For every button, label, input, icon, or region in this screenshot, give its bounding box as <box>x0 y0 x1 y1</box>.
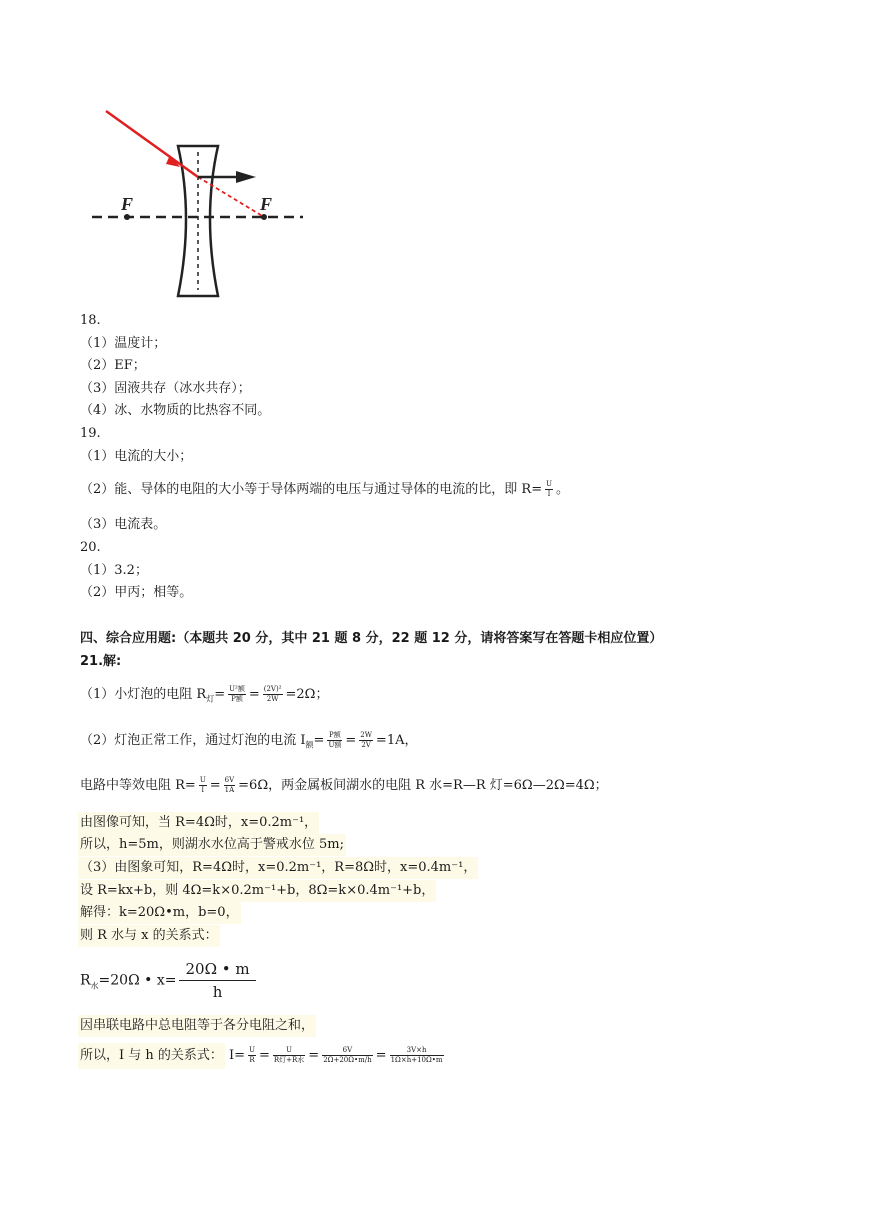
concave-lens-diagram <box>78 100 318 305</box>
q21-hl-line-2: 所以，h=5m，则湖水水位高于警戒水位 5m; <box>78 834 346 856</box>
formula-6v-over-1a: $\frac{6V}{1A}$ <box>224 776 235 794</box>
focus-point-left <box>124 214 130 220</box>
q19-line-3: （3）电流表。 <box>80 517 167 532</box>
focus-left-label: F <box>121 194 134 214</box>
formula-u-over-r: $\frac{U}{R}$ <box>249 1046 255 1064</box>
q19-line-1: （1）电流的大小； <box>80 449 193 464</box>
q19-line-2: （2）能、导体的电阻的大小等于导体两端的电压与通过导体的电流的比，即 R= $\frac{U}{I}$ 。 <box>80 480 570 498</box>
q21-series-line: 因串联电路中总电阻等于各分电阻之和， <box>78 1015 316 1037</box>
focus-right-label: F <box>260 194 273 214</box>
formula-20-over-h: $\frac{20\Omega • m}{h}$ <box>179 958 255 1003</box>
q21-step-3: 电路中等效电阻 R= $\frac{U}{I}$ = $\frac{6V}{1A}$ =6Ω，两金属板间湖水的电阻 R 水=R—R 灯=6Ω—2Ω=4Ω； <box>80 776 608 794</box>
formula-u-over-i: $\frac{U}{I}$ <box>546 480 552 498</box>
formula-u2-over-p: $\frac{\text{U²额}}{\text{P额}}$ <box>229 685 245 703</box>
refracted-ray-arrow-icon <box>236 171 256 183</box>
q21-hl-line-5: 解得：k=20Ω•m，b=0， <box>78 902 241 924</box>
q21-hl-line-4: 设 R=kx+b，则 4Ω=k×0.2m⁻¹+b，8Ω=k×0.4m⁻¹+b， <box>78 880 436 902</box>
q20-number: 20. <box>80 540 101 555</box>
extension-line <box>198 177 264 217</box>
formula-p-over-u: $\frac{\text{P额}}{\text{U额}}$ <box>328 731 342 749</box>
q20-line-1: （1）3.2； <box>80 563 148 578</box>
formula-2w-over-2v: $\frac{2W}{2V}$ <box>360 731 372 749</box>
q19-number: 19. <box>80 426 101 441</box>
q19-line-2-text: （2）能、导体的电阻的大小等于导体两端的电压与通过导体的电流的比，即 R= <box>80 482 543 497</box>
q21-relation-formula: $R_水=20\Omega$ • x= $\frac{20\Omega • m}{h}$ <box>80 958 256 1003</box>
q18-line-4: （4）冰、水物质的比热容不同。 <box>80 403 271 418</box>
q21-hl-line-3: （3）由图象可知，R=4Ω时，x=0.2m⁻¹，R=8Ω时，x=0.4m⁻¹， <box>78 857 478 879</box>
q18-line-1: （1）温度计； <box>80 336 167 351</box>
formula-u-over-rsum: $\frac{U}{\text{R灯+R水}}$ <box>273 1046 305 1064</box>
q21-hl-line-1: 由图像可知，当 R=4Ω时，x=0.2m⁻¹， <box>78 812 319 834</box>
section-4-title: 四、综合应用题:（本题共 20 分，其中 21 题 8 分，22 题 12 分，请将答案写在答题卡相应位置） <box>80 631 663 646</box>
q20-line-2: （2）甲丙；相等。 <box>80 585 193 600</box>
formula-3vh-over-expr: $\frac{3V\times h}{1\Omega\times h+10\Omega•m}$ <box>390 1046 443 1064</box>
q21-hl-line-6: 则 R 水与 x 的关系式： <box>78 925 220 947</box>
formula-6v-over-expr: $\frac{6V}{2\Omega+20\Omega•m/h}$ <box>323 1046 372 1064</box>
q21-step-2: （2）灯泡正常工作，通过灯泡的电流 $I_额=$ $\frac{\text{P额}}{\text{U额}}$ = $\frac{2W}{2V}$ =1A， <box>80 731 418 750</box>
formula-u-over-i-2: $\frac{U}{I}$ <box>199 776 206 794</box>
formula-2v2-over-2w: $\frac{\text{(2V)²}}{2W}$ <box>263 685 282 703</box>
q21-final-prefix: 所以，I 与 h 的关系式： <box>78 1043 225 1069</box>
q18-line-2: （2）EF； <box>80 358 146 373</box>
incident-ray <box>106 111 198 177</box>
q18-number: 18. <box>80 313 101 328</box>
q21-label: 21.解: <box>80 654 122 669</box>
q18-line-3: （3）固液共存（冰水共存）； <box>80 381 251 396</box>
q21-step-1: （1）小灯泡的电阻 $R_灯=$ $\frac{\text{U²额}}{\text{P额}}$ = $\frac{\text{(2V)²}}{2W}$ =2Ω； <box>80 685 329 704</box>
focus-point-right <box>261 214 267 220</box>
q21-final-formula: 所以，I 与 h 的关系式： I= $\frac{U}{R}$ = $\frac{U}{\text{R灯+R水}}$ = $\frac{6V}{2\Omega+20\Omega•m/h}$ = $\frac{3V\times h}{1\Omega\times h+10\Omega•m}$ <box>78 1043 447 1069</box>
